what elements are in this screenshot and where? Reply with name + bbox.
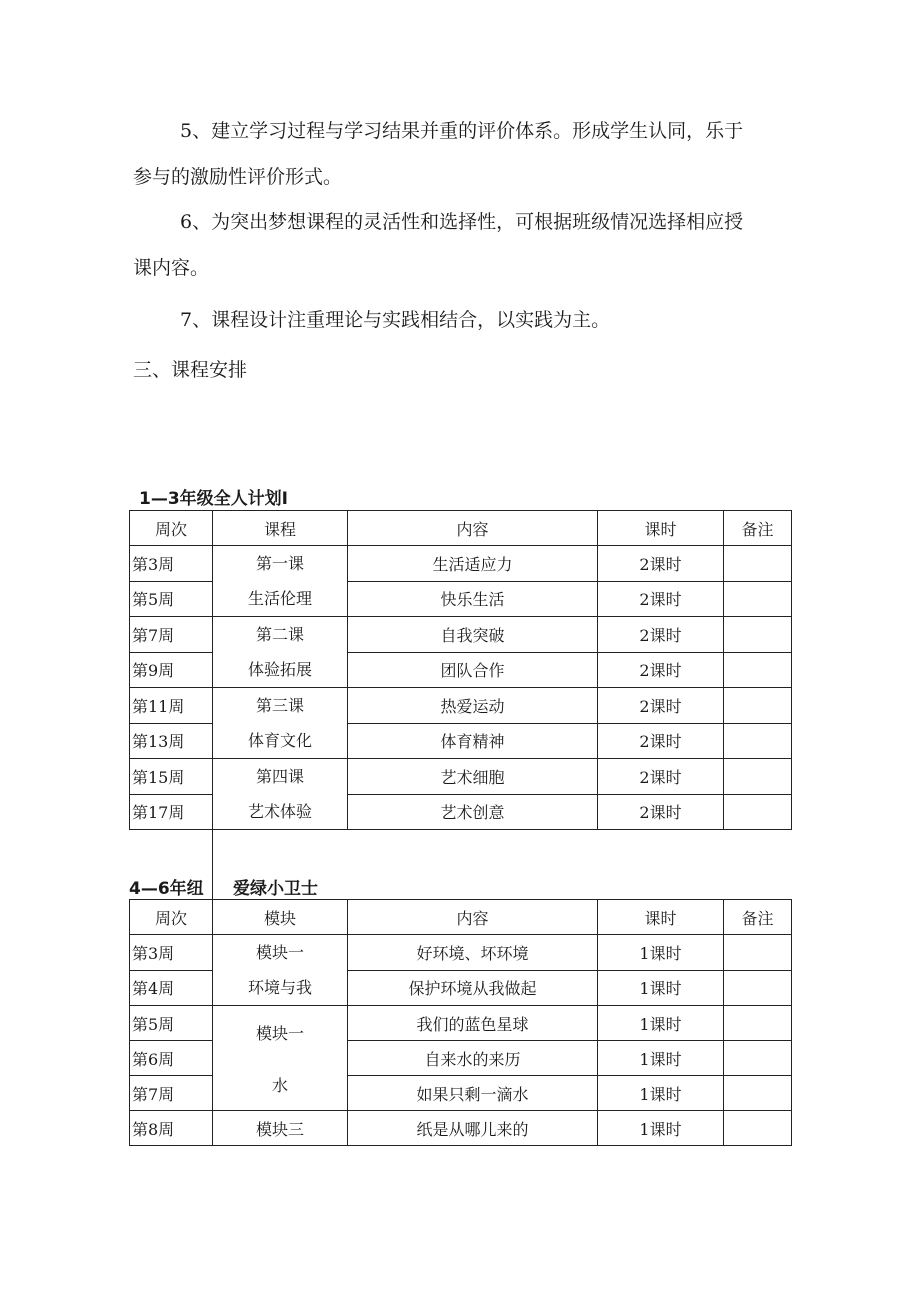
week-cell: 第9周 (130, 652, 213, 688)
content-cell: 团队合作 (348, 652, 598, 688)
module-cell: 模块三 (213, 1111, 348, 1146)
table-row (130, 546, 792, 582)
header-note: 备注 (724, 900, 792, 935)
table2-caption-title: 爱绿小卫士 (233, 879, 318, 899)
week-cell: 第3周 (130, 546, 213, 582)
table-row (130, 1006, 792, 1041)
module-cell (213, 1006, 348, 1111)
content-cell: 如果只剩一滴水 (348, 1076, 598, 1111)
note-cell (724, 1041, 792, 1076)
table2-caption-grade: 4—6年纽 (129, 879, 204, 899)
table-row (130, 935, 792, 971)
content-cell: 自我突破 (348, 617, 598, 653)
header-course: 课程 (213, 511, 348, 546)
note-cell (724, 794, 792, 830)
schedule-table-2 (129, 899, 792, 1146)
content-cell: 快乐生活 (348, 581, 598, 617)
week-cell: 第8周 (130, 1111, 213, 1146)
table1-caption: 1—3年级全人计划I (139, 489, 288, 509)
course-cell (213, 546, 348, 617)
content-cell: 体育精神 (348, 723, 598, 759)
header-week: 周次 (130, 511, 213, 546)
week-cell: 第3周 (130, 935, 213, 971)
paragraph-7 (133, 297, 793, 343)
course-name: 体育文化 (247, 731, 312, 750)
paragraph-line: 5、建立学习过程与学习结果并重的评价体系。形成学生认同，乐于 (180, 120, 744, 142)
week-cell: 第15周 (130, 759, 213, 795)
hours-cell: 2课时 (598, 652, 724, 688)
note-cell (724, 546, 792, 582)
note-cell (724, 688, 792, 724)
paragraph-6 (133, 199, 793, 291)
course-number: 第二课 (255, 625, 304, 644)
course-name: 生活伦理 (247, 589, 312, 608)
hours-cell: 2课时 (598, 723, 724, 759)
header-hours: 课时 (598, 900, 724, 935)
module-name: 环境与我 (247, 978, 312, 997)
note-cell (724, 652, 792, 688)
week-cell: 第13周 (130, 723, 213, 759)
table-row (130, 759, 792, 795)
hours-cell: 2课时 (598, 794, 724, 830)
course-cell (213, 688, 348, 759)
week-cell: 第5周 (130, 581, 213, 617)
course-number: 第三课 (255, 696, 304, 715)
course-cell (213, 617, 348, 688)
header-content: 内容 (348, 900, 598, 935)
week-cell: 第4周 (130, 970, 213, 1006)
note-cell (724, 1076, 792, 1111)
paragraph-line: 7、课程设计注重理论与实践相结合，以实践为主。 (180, 309, 611, 331)
table-row (130, 617, 792, 653)
hours-cell: 1课时 (598, 1041, 724, 1076)
content-cell: 保护环境从我做起 (348, 970, 598, 1006)
content-cell: 我们的蓝色星球 (348, 1006, 598, 1041)
course-number: 第一课 (255, 554, 304, 573)
schedule-table-1 (129, 510, 792, 830)
week-cell: 第5周 (130, 1006, 213, 1041)
course-name: 艺术体验 (247, 802, 312, 821)
course-name: 体验拓展 (247, 660, 312, 679)
content-cell: 热爱运动 (348, 688, 598, 724)
hours-cell: 1课时 (598, 935, 724, 971)
week-cell: 第11周 (130, 688, 213, 724)
header-module: 模块 (213, 900, 348, 935)
header-hours: 课时 (598, 511, 724, 546)
note-cell (724, 1111, 792, 1146)
header-note: 备注 (724, 511, 792, 546)
hours-cell: 2课时 (598, 581, 724, 617)
course-cell (213, 759, 348, 830)
note-cell (724, 1006, 792, 1041)
table-header-row (130, 900, 792, 935)
module-cell (213, 935, 348, 1006)
module-name: 水 (271, 1076, 288, 1095)
content-cell: 艺术细胞 (348, 759, 598, 795)
note-cell (724, 581, 792, 617)
note-cell (724, 617, 792, 653)
paragraph-5 (133, 108, 793, 200)
hours-cell: 1课时 (598, 1076, 724, 1111)
hours-cell: 1课时 (598, 1006, 724, 1041)
course-number: 第四课 (255, 767, 304, 786)
table-row (130, 688, 792, 724)
content-cell: 自来水的来历 (348, 1041, 598, 1076)
header-content: 内容 (348, 511, 598, 546)
hours-cell: 2课时 (598, 759, 724, 795)
content-cell: 生活适应力 (348, 546, 598, 582)
hours-cell: 2课时 (598, 617, 724, 653)
week-cell: 第7周 (130, 1076, 213, 1111)
note-cell (724, 970, 792, 1006)
hours-cell: 1课时 (598, 1111, 724, 1146)
week-cell: 第6周 (130, 1041, 213, 1076)
hours-cell: 2课时 (598, 546, 724, 582)
hours-cell: 1课时 (598, 970, 724, 1006)
paragraph-line: 6、为突出梦想课程的灵活性和选择性，可根据班级情况选择相应授 (180, 211, 744, 233)
content-cell: 纸是从哪儿来的 (348, 1111, 598, 1146)
note-cell (724, 759, 792, 795)
header-week: 周次 (130, 900, 213, 935)
section-title: 三、课程安排 (133, 359, 248, 381)
paragraph-line: 参与的激励性评价形式。 (133, 166, 343, 188)
content-cell: 艺术创意 (348, 794, 598, 830)
divider-line (212, 826, 213, 899)
module-number: 模块一 (255, 1024, 304, 1043)
content-cell: 好环境、坏环境 (348, 935, 598, 971)
paragraph-line: 课内容。 (133, 257, 210, 279)
hours-cell: 2课时 (598, 688, 724, 724)
note-cell (724, 723, 792, 759)
table-header-row (130, 511, 792, 546)
week-cell: 第17周 (130, 794, 213, 830)
module-number: 模块一 (255, 943, 304, 962)
note-cell (724, 935, 792, 971)
week-cell: 第7周 (130, 617, 213, 653)
table-row (130, 1111, 792, 1146)
